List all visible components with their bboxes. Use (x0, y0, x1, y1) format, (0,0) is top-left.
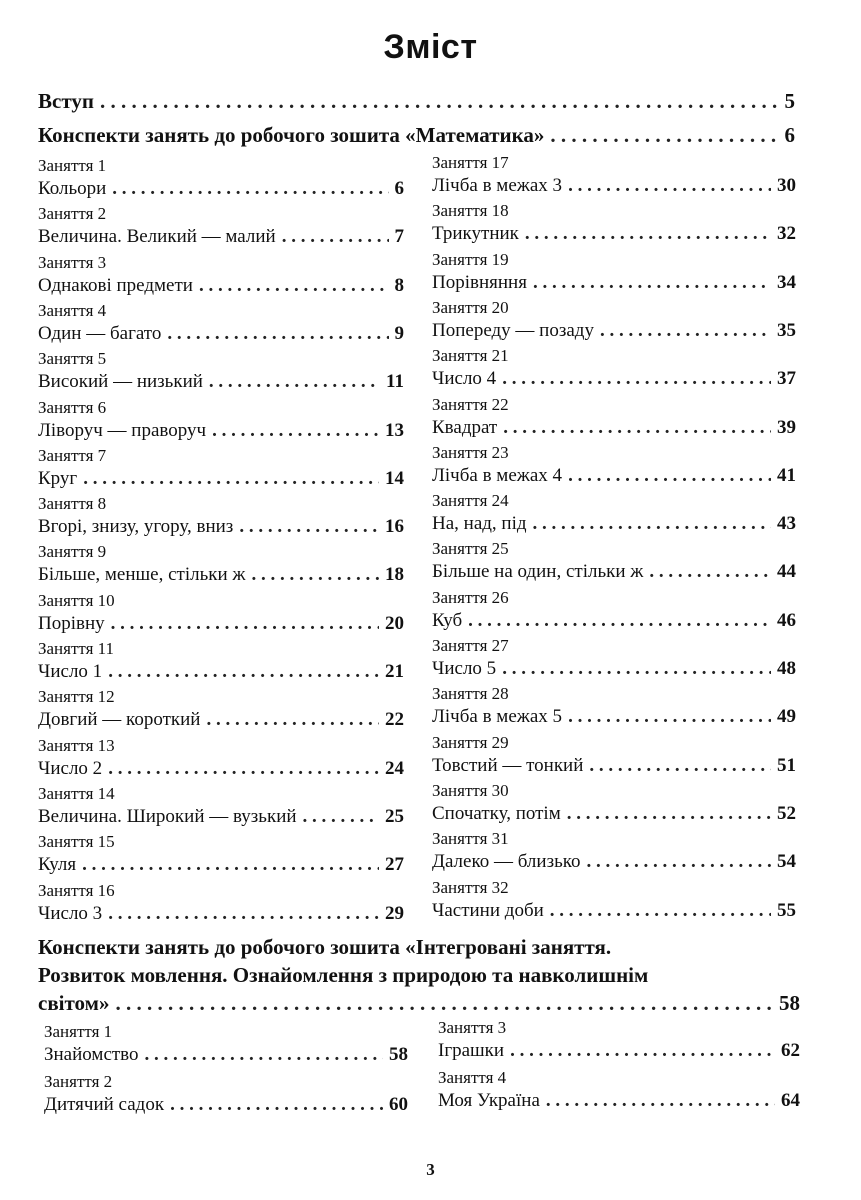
toc-entry[interactable] (432, 175, 796, 197)
dot-leader (587, 851, 771, 873)
toc-entry[interactable] (38, 806, 404, 828)
session-label: Заняття 14 (38, 783, 115, 803)
toc-entry[interactable] (432, 658, 796, 680)
section-heading-math[interactable] (38, 122, 795, 148)
dot-leader (209, 371, 380, 393)
entry-title: Високий — низький (38, 371, 203, 393)
session-label: Заняття 27 (432, 636, 509, 655)
session-label: Заняття 11 (38, 639, 115, 658)
entry-title: Кольори (38, 178, 107, 199)
entry-title: Куб (432, 609, 463, 631)
dot-leader (115, 990, 773, 1016)
dot-leader (199, 275, 389, 297)
entry-page: 52 (777, 802, 796, 824)
entry-title: Однакові предмети (38, 274, 193, 296)
dot-leader (83, 468, 379, 490)
toc-entry[interactable] (38, 275, 404, 297)
entry-page: 6 (394, 178, 404, 199)
dot-leader (108, 661, 379, 683)
toc-entry[interactable] (38, 371, 404, 393)
entry-title: Довгий — короткий (38, 709, 201, 731)
toc-entry-intro[interactable] (38, 88, 795, 114)
entry-title: Число 5 (432, 658, 497, 679)
session-label: Заняття 1 (38, 156, 107, 175)
dot-leader (212, 420, 379, 442)
section-page: 6 (784, 123, 795, 147)
entry-title: Більше, менше, стільки ж (38, 564, 246, 586)
toc-entry[interactable] (44, 1044, 408, 1066)
section-title: Конспекти занять до робочого зошита «Математика» (38, 123, 545, 147)
entry-page: 18 (385, 564, 404, 586)
toc-entry[interactable] (432, 513, 796, 535)
session-label: Заняття 31 (432, 829, 509, 849)
toc-entry[interactable] (38, 178, 404, 200)
section-heading-integrated-line2[interactable]: Розвиток мовлення. Ознайомлення з природою та навколишнім (38, 963, 649, 987)
toc-entry[interactable] (38, 323, 404, 345)
entry-page: 30 (777, 175, 796, 196)
entry-title: Лічба в межах 5 (432, 706, 563, 728)
entry-page: 46 (777, 609, 796, 631)
session-label: Заняття 9 (38, 542, 107, 562)
entry-title: Товстий — тонкий (432, 754, 584, 776)
entry-page: 20 (385, 612, 404, 634)
session-label: Заняття 24 (432, 491, 509, 511)
entry-title: Далеко — близько (432, 851, 581, 873)
entry-page: 34 (777, 271, 796, 293)
entry-page: 51 (777, 754, 796, 776)
session-label: Заняття 25 (432, 539, 509, 559)
session-label: Заняття 30 (432, 780, 509, 800)
toc-entry[interactable] (38, 468, 404, 490)
section-page: 58 (779, 991, 800, 1015)
page-title: Зміст (383, 28, 478, 66)
entry-page: 29 (385, 902, 404, 924)
dot-leader (568, 175, 771, 197)
dot-leader (111, 613, 379, 635)
toc-entry[interactable] (38, 516, 404, 538)
entry-title: Спочатку, потім (432, 802, 561, 824)
dot-leader (567, 803, 771, 825)
entry-page: 43 (777, 513, 796, 535)
entry-title: Моя Україна (438, 1090, 540, 1111)
entry-page: 37 (777, 368, 796, 390)
session-label: Заняття 2 (38, 204, 107, 224)
dot-leader (510, 1040, 775, 1062)
session-label: Заняття 17 (432, 153, 509, 172)
entry-page: 55 (777, 899, 796, 921)
entry-page: 21 (385, 661, 404, 682)
page-number: 3 (426, 1160, 435, 1179)
toc-entry[interactable] (438, 1040, 800, 1062)
entry-title: Круг (38, 467, 78, 489)
entry-page: 16 (385, 516, 404, 538)
toc-entry[interactable] (432, 320, 796, 342)
session-label: Заняття 5 (38, 349, 107, 369)
dot-leader (239, 516, 379, 538)
entry-title: Один — багато (38, 322, 162, 344)
session-label: Заняття 13 (38, 735, 115, 755)
dot-leader (82, 854, 379, 876)
toc-entry[interactable] (44, 1094, 408, 1116)
entry-page: 9 (394, 322, 404, 344)
dot-leader (108, 903, 379, 925)
dot-leader (503, 417, 771, 439)
entry-title: Число 1 (38, 661, 103, 682)
toc-entry[interactable] (432, 223, 796, 245)
toc-entry[interactable] (38, 854, 404, 876)
session-label: Заняття 23 (432, 442, 509, 462)
entry-title: Трикутник (432, 223, 519, 245)
dot-leader (303, 806, 379, 828)
toc-entry[interactable] (38, 226, 404, 248)
entry-page: 39 (777, 416, 796, 438)
session-label: Заняття 28 (432, 684, 509, 704)
entry-title: Вгорі, знизу, угору, вниз (38, 516, 234, 538)
entry-page: 48 (777, 658, 796, 679)
entry-title: Частини доби (432, 899, 544, 921)
toc-entry[interactable] (38, 903, 404, 925)
session-label: Заняття 16 (38, 880, 115, 900)
entry-title: Ліворуч — праворуч (38, 419, 207, 441)
entry-page: 64 (781, 1090, 800, 1111)
toc-entry[interactable] (432, 851, 796, 873)
entry-title: Число 3 (38, 902, 103, 924)
dot-leader (145, 1044, 383, 1066)
session-label: Заняття 26 (432, 587, 509, 607)
toc-entry[interactable] (432, 417, 796, 439)
entry-title: Іграшки (438, 1040, 505, 1061)
toc-entry[interactable] (432, 368, 796, 390)
entry-page: 32 (777, 223, 796, 245)
entry-page: 5 (784, 89, 795, 113)
entry-page: 44 (777, 561, 796, 583)
dot-leader (533, 272, 771, 294)
session-label: Заняття 15 (38, 832, 115, 852)
entry-title: Величина. Широкий — вузький (38, 805, 297, 827)
entry-title: На, над, під (432, 513, 527, 535)
entry-page: 62 (781, 1040, 800, 1061)
dot-leader (550, 900, 771, 922)
entry-title: Лічба в межах 4 (432, 464, 563, 486)
entry-title: Число 4 (432, 368, 497, 390)
dot-leader (550, 122, 778, 148)
toc-entry[interactable] (432, 900, 796, 922)
session-label: Заняття 21 (432, 346, 509, 366)
session-label: Заняття 10 (38, 590, 115, 610)
dot-leader (100, 88, 779, 114)
session-label: Заняття 32 (432, 877, 509, 897)
section-title: світом» (38, 991, 110, 1015)
dot-leader (525, 223, 771, 245)
toc-entry[interactable] (38, 709, 404, 731)
toc-entry[interactable] (438, 1090, 800, 1112)
entry-page: 58 (389, 1044, 408, 1065)
session-label: Заняття 22 (432, 394, 509, 414)
entry-page: 27 (385, 854, 404, 876)
dot-leader (282, 226, 389, 248)
session-label: Заняття 3 (38, 252, 107, 272)
toc-entry[interactable] (432, 610, 796, 632)
entry-title: Величина. Великий — малий (38, 226, 276, 248)
session-label: Заняття 4 (38, 300, 107, 320)
entry-title: Дитячий садок (44, 1094, 165, 1115)
entry-page: 35 (777, 319, 796, 341)
entry-page: 14 (385, 467, 404, 489)
toc-entry[interactable] (432, 561, 796, 583)
toc-entry[interactable] (38, 758, 404, 780)
session-label: Заняття 7 (38, 445, 107, 465)
entry-title: Лічба в межах 3 (432, 175, 563, 196)
entry-page: 8 (394, 274, 404, 296)
section-heading-integrated-line3[interactable] (38, 990, 800, 1016)
toc-entry[interactable] (432, 465, 796, 487)
toc-entry[interactable] (38, 564, 404, 586)
dot-leader (502, 658, 771, 680)
dot-leader (167, 323, 388, 345)
entry-page: 24 (385, 757, 404, 779)
dot-leader (649, 561, 771, 583)
toc-entry[interactable] (432, 803, 796, 825)
entry-title: Квадрат (432, 416, 498, 438)
session-label: Заняття 12 (38, 687, 115, 707)
dot-leader (108, 758, 379, 780)
entry-title: Куля (38, 854, 77, 876)
toc-entry[interactable] (38, 420, 404, 442)
dot-leader (568, 465, 771, 487)
dot-leader (468, 610, 771, 632)
entry-title: Порівну (38, 612, 105, 634)
session-label: Заняття 2 (44, 1072, 113, 1091)
session-label: Заняття 3 (438, 1018, 507, 1037)
entry-title: Вступ (38, 89, 94, 113)
session-label: Заняття 18 (432, 201, 509, 221)
entry-page: 49 (777, 706, 796, 728)
dot-leader (206, 709, 379, 731)
entry-page: 7 (394, 226, 404, 248)
session-label: Заняття 1 (44, 1022, 113, 1041)
session-label: Заняття 29 (432, 732, 509, 752)
entry-page: 11 (386, 371, 404, 393)
toc-entry[interactable] (38, 661, 404, 683)
entry-page: 22 (385, 709, 404, 731)
session-label: Заняття 20 (432, 297, 509, 317)
entry-title: Знайомство (44, 1044, 139, 1065)
entry-title: Більше на один, стільки ж (432, 561, 644, 583)
entry-page: 54 (777, 851, 796, 873)
dot-leader (546, 1090, 775, 1112)
entry-title: Попереду — позаду (432, 319, 594, 341)
dot-leader (502, 368, 771, 390)
toc-entry[interactable] (432, 706, 796, 728)
session-label: Заняття 6 (38, 397, 107, 417)
section-heading-integrated-line1[interactable]: Конспекти занять до робочого зошита «Інтегровані заняття. (38, 935, 612, 959)
dot-leader (112, 178, 388, 200)
dot-leader (600, 320, 771, 342)
entry-title: Порівняння (432, 271, 527, 293)
dot-leader (568, 706, 771, 728)
entry-page: 60 (389, 1094, 408, 1115)
toc-entry[interactable] (432, 755, 796, 777)
session-label: Заняття 4 (438, 1068, 507, 1087)
dot-leader (252, 564, 379, 586)
toc-entry[interactable] (38, 613, 404, 635)
toc-entry[interactable] (432, 272, 796, 294)
dot-leader (170, 1094, 383, 1116)
dot-leader (589, 755, 771, 777)
dot-leader (533, 513, 771, 535)
entry-title: Число 2 (38, 757, 103, 779)
session-label: Заняття 8 (38, 494, 107, 514)
entry-page: 41 (777, 464, 796, 486)
entry-page: 25 (385, 805, 404, 827)
entry-page: 13 (385, 419, 404, 441)
session-label: Заняття 19 (432, 249, 509, 269)
